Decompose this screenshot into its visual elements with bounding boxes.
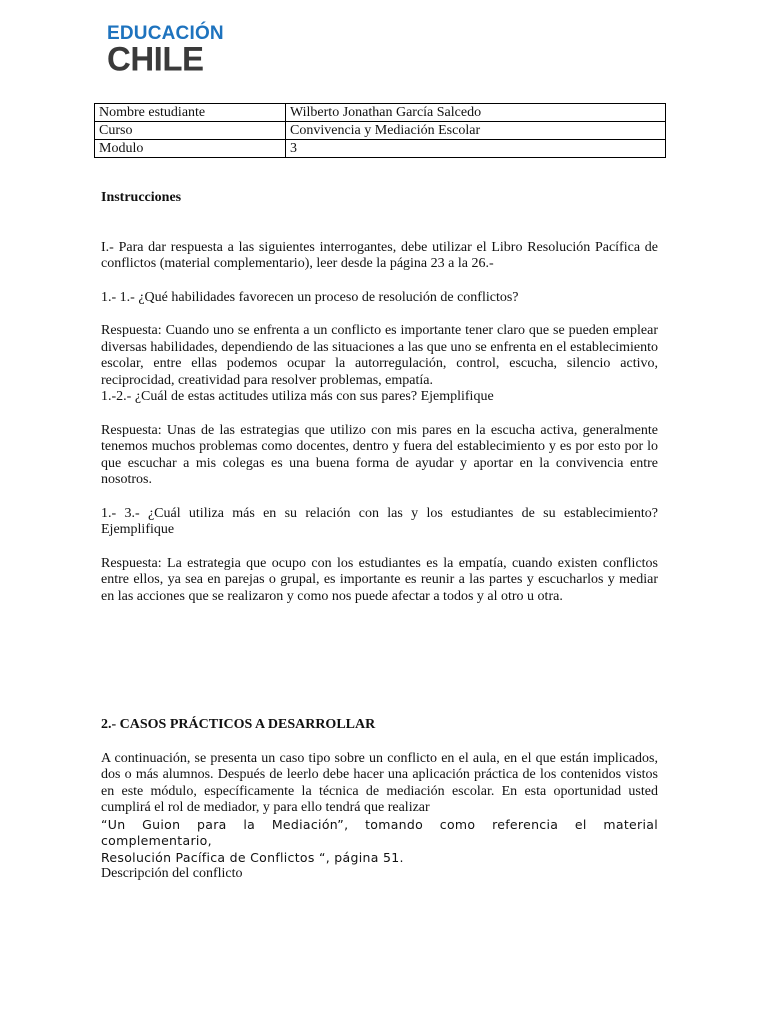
table-row	[95, 122, 666, 140]
value-cell: Convivencia y Mediación Escolar	[286, 122, 666, 140]
label-cell: Nombre estudiante	[95, 104, 286, 122]
table-row	[95, 104, 666, 122]
value-cell: 3	[286, 140, 666, 158]
section-2-body: A continuación, se presenta un caso tipo sobre un conflicto en el aula, en el que están implicados, dos o más alumnos. Después de leerlo debe hacer una aplicación práctica de los contenidos vistos en este módulo, específicamente la técnica de mediación escolar. En esta oportunidad usted cumplirá el rol de mediador, y para ello tendrá que realizar	[101, 750, 658, 815]
section-2-heading: 2.- CASOS PRÁCTICOS A DESARROLLAR	[101, 717, 376, 732]
section-2-reference-1: “Un Guion para la Mediación”, tomando como referencia el material complementario,	[101, 816, 658, 848]
question-3: 1.- 3.- ¿Cuál utiliza más en su relación con las y los estudiantes de su establecimiento? Ejemplifique	[101, 505, 658, 537]
question-1: 1.- 1.- ¿Qué habilidades favorecen un proceso de resolución de conflictos?	[101, 289, 519, 305]
logo-bottom-text: CHILE	[107, 39, 204, 78]
answer-2: Respuesta: Unas de las estrategias que utilizo con mis pares en la escucha activa, generalmente tenemos muchos problemas como docentes, dentro y fuera del establecimiento y es por esto por lo que escuchar a mis colegas es una buena forma de ayudar y aportar en la convivencia entre nosotros.	[101, 422, 658, 487]
conflict-description-label: Descripción del conflicto	[101, 866, 243, 881]
section-2-reference-2: Resolución Pacífica de Conflictos “, página 51.	[101, 849, 404, 865]
intro-paragraph: I.- Para dar respuesta a las siguientes interrogantes, debe utilizar el Libro Resolución Pacífica de conflictos (material complementario), leer desde la página 23 a la 26.-	[101, 239, 658, 271]
document-body	[101, 190, 658, 883]
educacion-chile-logo	[107, 23, 224, 78]
answer-3: Respuesta: La estrategia que ocupo con los estudiantes es la empatía, cuando existen conflictos entre ellos, ya sea en parejas o grupal, es importante es reunir a las partes y escucharlos y mediar en las acciones que se realizaron y como nos puede afectar a todos y al otro u otra.	[101, 555, 658, 604]
logo-top-text: EDUCACIÓN	[107, 23, 224, 44]
label-cell: Modulo	[95, 140, 286, 158]
label-cell: Curso	[95, 122, 286, 140]
student-info-table	[94, 103, 666, 158]
instructions-heading: Instrucciones	[101, 190, 182, 205]
value-cell: Wilberto Jonathan García Salcedo	[286, 104, 666, 122]
question-2: 1.-2.- ¿Cuál de estas actitudes utiliza más con sus pares? Ejemplifique	[101, 389, 494, 404]
table-row	[95, 140, 666, 158]
answer-1: Respuesta: Cuando uno se enfrenta a un conflicto es importante tener claro que se pueden emplear diversas habilidades, dependiendo de las situaciones a las que uno se enfrenta en el establecimiento escolar, entre ellas podemos ocupar la autorregulación, control, escucha, silencio activo, reciprocidad, creatividad para resolver problemas, empatía.	[101, 323, 658, 388]
